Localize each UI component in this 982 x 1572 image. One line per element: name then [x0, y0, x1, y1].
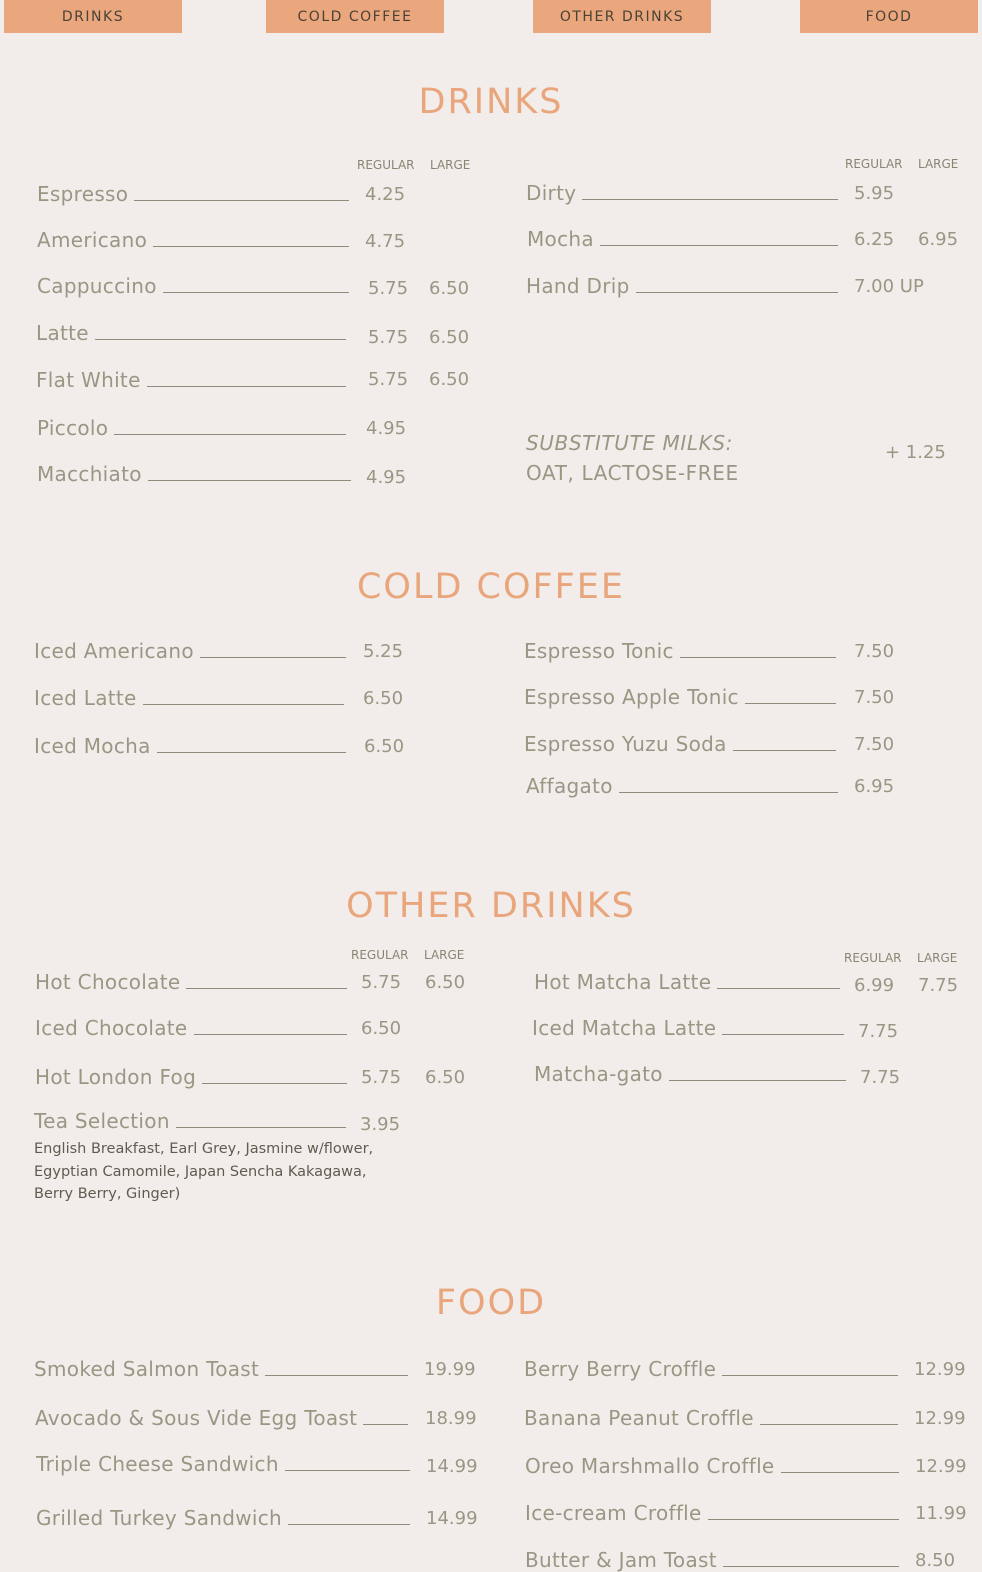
drinks-right-regular-header: REGULAR: [845, 157, 903, 171]
nav-food-button[interactable]: FOOD: [800, 0, 978, 33]
leader-line: [745, 703, 836, 704]
item-price-regular: 6.25: [854, 229, 895, 250]
leader-line: [600, 245, 838, 246]
item-price: 5.25: [363, 641, 404, 662]
leader-line: [157, 752, 346, 753]
leader-line: [95, 339, 346, 340]
leader-line: [285, 1470, 410, 1471]
leader-line: [147, 386, 346, 387]
leader-line: [202, 1083, 347, 1084]
item-name: Iced Americano: [34, 639, 194, 663]
item-name: Piccolo: [37, 416, 109, 440]
section-title-other-drinks: OTHER DRINKS: [346, 886, 636, 926]
item-name: Grilled Turkey Sandwich: [36, 1506, 283, 1530]
item-name: Matcha-gato: [534, 1062, 663, 1086]
item-name: Latte: [36, 321, 89, 345]
menu-item: [534, 970, 844, 994]
leader-line: [148, 480, 351, 481]
item-price-large: 6.50: [429, 369, 470, 390]
drinks-left-large-header: LARGE: [430, 158, 471, 172]
item-price-regular: 4.25: [365, 184, 406, 205]
item-price: 19.99: [424, 1359, 476, 1380]
menu-item: [524, 639, 840, 663]
item-price: 18.99: [425, 1408, 477, 1429]
menu-item: [34, 686, 348, 710]
drinks-right-large-header: LARGE: [918, 157, 959, 171]
item-price: 12.99: [914, 1408, 966, 1429]
menu-item: [36, 1506, 414, 1530]
nav-drinks-button[interactable]: DRINKS: [4, 0, 182, 33]
menu-item: [36, 1452, 414, 1476]
menu-item: [37, 274, 353, 298]
leader-line: [717, 988, 840, 989]
item-price: 14.99: [426, 1456, 478, 1477]
menu-item: [532, 1016, 848, 1040]
section-title-cold-coffee: COLD COFFEE: [356, 567, 626, 607]
tea-selection-note: English Breakfast, Earl Grey, Jasmine w/flower, Egyptian Camomile, Japan Sencha Kakagawa, Berry Berry, Ginger): [34, 1141, 374, 1202]
item-price-large: 6.95: [918, 229, 959, 250]
menu-item: [35, 1406, 412, 1430]
item-name: Banana Peanut Croffle: [524, 1406, 754, 1430]
menu-item: [37, 416, 350, 440]
menu-item: [35, 970, 351, 994]
leader-line: [722, 1034, 844, 1035]
menu-item: [524, 685, 840, 709]
item-name: Mocha: [527, 227, 594, 251]
item-price: 14.99: [426, 1508, 478, 1529]
menu-item: [36, 368, 350, 392]
item-name: Avocado & Sous Vide Egg Toast: [35, 1406, 358, 1430]
menu-item: [524, 1357, 902, 1381]
drinks-left-regular-header: REGULAR: [357, 158, 415, 172]
item-price-large: 7.75: [918, 975, 959, 996]
item-name: Hot Chocolate: [35, 970, 181, 994]
item-price: 7.50: [854, 734, 895, 755]
item-price: 11.99: [915, 1503, 967, 1524]
item-name: Iced Latte: [34, 686, 137, 710]
item-price-large: 6.50: [429, 278, 470, 299]
item-price-regular: 5.95: [854, 183, 895, 204]
leader-line: [363, 1424, 408, 1425]
item-name: Iced Chocolate: [35, 1016, 188, 1040]
item-name: Hot Matcha Latte: [534, 970, 712, 994]
item-name: Smoked Salmon Toast: [34, 1357, 260, 1381]
top-nav: [0, 0, 982, 33]
item-name: Americano: [37, 228, 148, 252]
item-name: Espresso Yuzu Soda: [524, 732, 727, 756]
item-name: Tea Selection: [34, 1109, 170, 1133]
menu-item: [534, 1062, 850, 1086]
item-name: Berry Berry Croffle: [524, 1357, 717, 1381]
leader-line: [153, 246, 349, 247]
item-name: Iced Mocha: [34, 734, 151, 758]
leader-line: [186, 988, 347, 989]
menu-item: [34, 1109, 350, 1133]
menu-item: [524, 732, 840, 756]
item-price-large: 6.50: [429, 327, 470, 348]
menu-item: [526, 181, 842, 205]
item-name: Espresso Apple Tonic: [524, 685, 739, 709]
leader-line: [619, 792, 838, 793]
item-price: 6.50: [363, 688, 404, 709]
leader-line: [134, 200, 349, 201]
leader-line: [163, 292, 349, 293]
item-name: Oreo Marshmallo Croffle: [525, 1454, 775, 1478]
item-name: Butter & Jam Toast: [525, 1548, 717, 1572]
menu-item: [34, 734, 350, 758]
nav-cold-coffee-button[interactable]: COLD COFFEE: [266, 0, 444, 33]
item-name: Hot London Fog: [35, 1065, 197, 1089]
item-name: Affagato: [526, 774, 613, 798]
section-title-food: FOOD: [435, 1283, 547, 1323]
item-price-regular: 5.75: [368, 278, 409, 299]
item-price: 6.95: [854, 776, 895, 797]
item-name: Espresso Tonic: [524, 639, 674, 663]
item-name: Flat White: [36, 368, 141, 392]
item-price-regular: 7.75: [858, 1021, 899, 1042]
item-price: 8.50: [915, 1550, 956, 1571]
menu-item: [34, 1357, 412, 1381]
item-name: Triple Cheese Sandwich: [36, 1452, 279, 1476]
menu-item: [525, 1454, 903, 1478]
item-name: Dirty: [526, 181, 577, 205]
leader-line: [200, 657, 346, 658]
substitute-milks-price: + 1.25: [885, 442, 946, 463]
item-price-regular: 6.50: [361, 1018, 402, 1039]
item-price-regular: 7.75: [860, 1067, 901, 1088]
item-price: 7.50: [854, 641, 895, 662]
leader-line: [722, 1375, 898, 1376]
leader-line: [114, 434, 346, 435]
menu-item: [36, 321, 350, 345]
item-price: 12.99: [915, 1456, 967, 1477]
leader-line: [194, 1034, 347, 1035]
item-price: 6.50: [364, 736, 405, 757]
item-price-regular: 4.75: [365, 231, 406, 252]
menu-item: [37, 182, 353, 206]
menu-item: [526, 774, 842, 798]
item-price-regular: 6.99: [854, 975, 895, 996]
other-right-regular-header: REGULAR: [844, 951, 902, 965]
item-name: Hand Drip: [526, 274, 630, 298]
substitute-milks: [526, 428, 739, 488]
item-price-regular: 7.00 UP: [854, 276, 924, 297]
menu-item: [37, 228, 353, 252]
leader-line: [669, 1080, 846, 1081]
leader-line: [265, 1375, 408, 1376]
item-price-regular: 5.75: [361, 1067, 402, 1088]
item-price-large: 6.50: [425, 1067, 466, 1088]
menu-item: [37, 462, 355, 486]
menu-item: [527, 227, 842, 251]
substitute-milks-options: OAT, LACTOSE-FREE: [526, 461, 739, 485]
menu-item: [525, 1501, 903, 1525]
item-price-regular: 5.75: [361, 972, 402, 993]
item-name: Espresso: [37, 182, 129, 206]
section-title-drinks: DRINKS: [418, 82, 564, 122]
menu-item: [525, 1548, 903, 1572]
item-price-regular: 5.75: [368, 327, 409, 348]
item-price-regular: 4.95: [366, 418, 407, 439]
item-price: 7.50: [854, 687, 895, 708]
item-name: Ice-cream Croffle: [525, 1501, 702, 1525]
menu-item: [526, 274, 842, 298]
other-left-large-header: LARGE: [424, 948, 465, 962]
leader-line: [708, 1519, 899, 1520]
item-price-large: 6.50: [425, 972, 466, 993]
menu-item: [35, 1016, 351, 1040]
item-name: Cappuccino: [37, 274, 157, 298]
item-name: Iced Matcha Latte: [532, 1016, 717, 1040]
substitute-milks-label: SUBSTITUTE MILKS:: [526, 431, 733, 455]
nav-other-drinks-button[interactable]: OTHER DRINKS: [533, 0, 711, 33]
menu-item: [35, 1065, 351, 1089]
leader-line: [176, 1127, 346, 1128]
item-price: 12.99: [914, 1359, 966, 1380]
leader-line: [733, 750, 836, 751]
menu-item: [34, 639, 350, 663]
leader-line: [781, 1472, 899, 1473]
leader-line: [723, 1566, 899, 1567]
item-price-regular: 5.75: [368, 369, 409, 390]
leader-line: [680, 657, 836, 658]
leader-line: [288, 1524, 410, 1525]
leader-line: [760, 1424, 898, 1425]
other-left-regular-header: REGULAR: [351, 948, 409, 962]
other-right-large-header: LARGE: [917, 951, 958, 965]
item-price-regular: 4.95: [366, 467, 407, 488]
leader-line: [636, 292, 838, 293]
menu-item: [524, 1406, 902, 1430]
item-price-regular: 3.95: [360, 1114, 401, 1135]
item-name: Macchiato: [37, 462, 142, 486]
leader-line: [143, 704, 344, 705]
leader-line: [582, 199, 838, 200]
